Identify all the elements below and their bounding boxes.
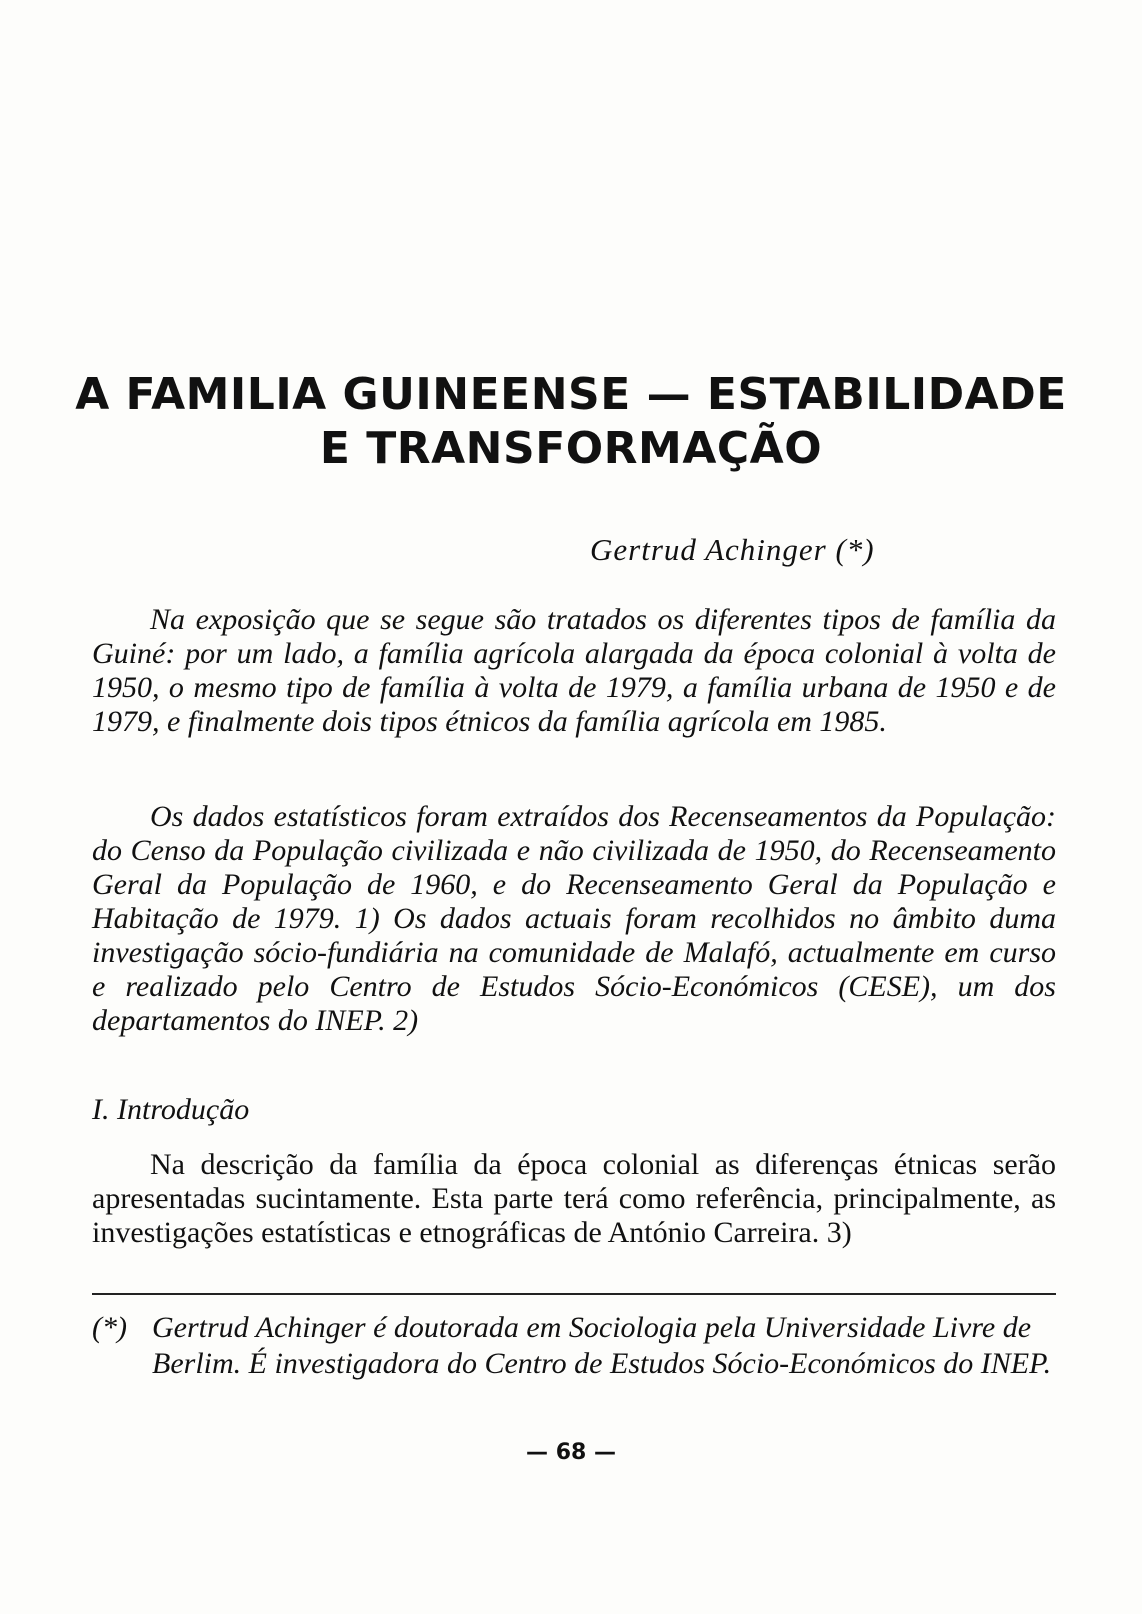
abstract-paragraph-1: Na exposição que se segue são tratados os diferentes tipos de família da Guiné: por um lado, a família agrícola alargada da época colonial à volta de 1950, o mesmo tipo de família à volta de 1979, a família urbana de 1950 e de 1979, e finalmente dois tipos étnicos da família agrícola em 1985. [92,603,1056,738]
intro-block [92,1148,1056,1250]
abstract-paragraph-2: Os dados estatísticos foram extraídos dos Recenseamentos da População: do Censo da População civilizada e não civilizada de 1950, do Recenseamento Geral da População de 1960, e do Recenseamento Geral da População e Habitação de 1979. 1) Os dados actuais foram recolhidos no âmbito duma investigação sócio-fundiária na comunidade de Malafó, actualmente em curso e realizado pelo Centro de Estudos Sócio-Económicos (CESE), um dos departamentos do INEP. 2) [92,800,1056,1037]
abstract-block-2 [92,800,1056,1038]
intro-paragraph: Na descrição da família da época colonial as diferenças étnicas serão apresentadas sucintamente. Esta parte terá como referência, principalmente, as investigações estatísticas e etnográficas de António Carreira. 3) [92,1148,1056,1249]
author-name: Gertrud Achinger (*) [590,532,875,567]
page-number: — 68 — [526,1440,616,1465]
title-line-1: A FAMILIA GUINEENSE — ESTABILIDADE [75,369,1067,420]
footnote-divider [92,1293,1056,1295]
footnote-text: Gertrud Achinger é doutorada em Sociologia pela Universidade Livre de Berlim. É investigadora do Centro de Estudos Sócio-Económicos do INEP. [152,1311,1052,1380]
title-line-2: E TRANSFORMAÇÃO [319,423,823,474]
abstract-block [92,603,1056,739]
footnote [92,1310,1056,1382]
section-heading: I. Introdução [92,1093,250,1126]
footnote-marker: (*) [92,1311,127,1344]
article-title [0,368,1142,476]
